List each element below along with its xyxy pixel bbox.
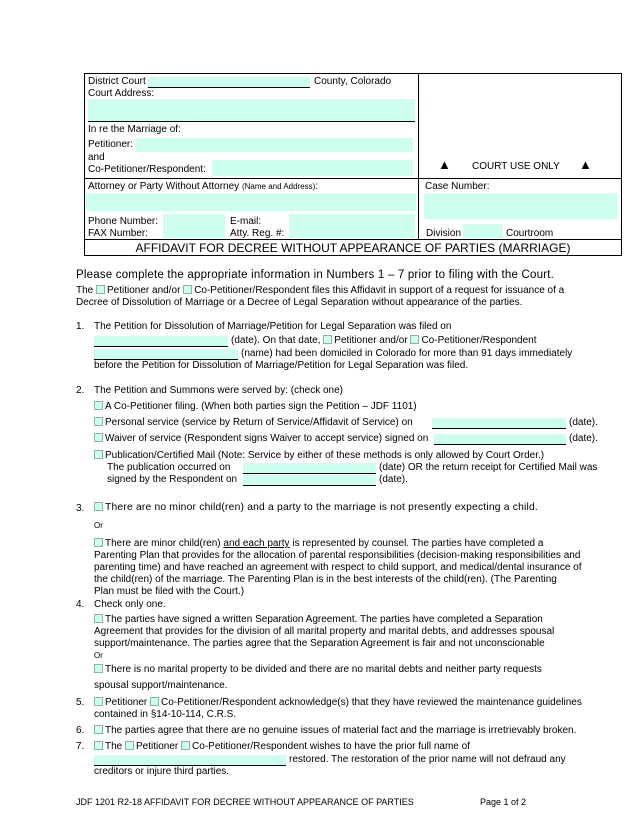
item3-b1a: There are minor child(ren) xyxy=(105,538,221,549)
arrow-up-icon: ▲ xyxy=(438,157,451,172)
item3-b3: parenting time) and have reached an agreement with respect to child support, and medical/dental insurance of xyxy=(94,562,582,573)
item2-option-c-text: Waiver of service (Respondent signs Waiver to accept service) signed on xyxy=(105,433,429,444)
minor-children-checkbox[interactable] xyxy=(94,538,103,547)
footer-page-number: Page 1 of 2 xyxy=(480,797,527,807)
item7-co-petitioner-checkbox[interactable] xyxy=(181,741,190,750)
item-number: 4. xyxy=(76,599,85,610)
intro-petitioner: Petitioner and/or xyxy=(107,285,181,296)
item1-date-text: (date). On that date, xyxy=(231,335,321,346)
item7-restored: restored. The restoration of the prior name will not defraud any xyxy=(289,754,566,765)
publication-or-text: (date) OR the return receipt for Certified Mail was xyxy=(379,462,598,473)
item1-petitioner-text: Petitioner and/or xyxy=(334,335,408,346)
publication-checkbox[interactable] xyxy=(94,450,103,459)
item-number: 1. xyxy=(76,321,85,332)
court-address-field[interactable] xyxy=(88,99,415,121)
item4-a1: The parties have signed a written Separation Agreement. The parties have completed a Separation xyxy=(105,614,543,625)
date-label: (date). xyxy=(379,474,408,485)
waiver-date-field[interactable] xyxy=(434,434,566,445)
item5-co-petitioner-checkbox[interactable] xyxy=(150,697,159,706)
item7-the-checkbox[interactable] xyxy=(94,741,103,750)
item1-co-text: Co-Petitioner/Respondent xyxy=(421,335,537,346)
and-label: and xyxy=(88,152,105,163)
prior-name-field[interactable] xyxy=(94,755,286,766)
attorney-label-colon: : xyxy=(315,181,319,192)
co-petitioner-checkbox[interactable] xyxy=(183,285,192,294)
item5-line1 xyxy=(94,697,582,709)
domicile-name-field[interactable] xyxy=(94,349,238,360)
item5-rest: Co-Petitioner/Respondent acknowledge(s) that they have reviewed the maintenance guidelines xyxy=(161,697,582,708)
item2-option-d xyxy=(94,450,544,462)
item3-option-a-text: There are no minor child(ren) and a party to the marriage is not presently expecting a child. xyxy=(105,502,538,513)
caption-divider-vertical xyxy=(418,73,419,240)
item1-line2 xyxy=(231,335,537,347)
item4-a3: support/maintenance. The parties agree that the Separation Agreement is fair and not unconscionable xyxy=(94,638,545,649)
petitioner-label: Petitioner: xyxy=(88,139,134,150)
item7-line3: creditors or injure third parties. xyxy=(94,766,230,777)
item2-option-b-text: Personal service (service by Return of Service/Affidavit of Service) on xyxy=(105,417,413,428)
petitioner-field[interactable] xyxy=(136,138,413,152)
arrow-up-icon: ▲ xyxy=(579,157,592,172)
attorney-label-text: Attorney or Party Without Attorney xyxy=(88,181,240,192)
item2-option-a xyxy=(94,401,417,413)
petitioner-checkbox[interactable] xyxy=(96,285,105,294)
caption-divider-attorney xyxy=(84,178,622,179)
court-use-only-label: COURT USE ONLY xyxy=(472,161,560,172)
instructions: Please complete the appropriate information in Numbers 1 – 7 prior to filing with the Court. xyxy=(76,269,554,281)
item4-a2: Agreement that provides for the division of all marital property and marital debts, and addresses spousal xyxy=(94,626,555,637)
intro-the: The xyxy=(76,285,94,296)
item-number: 5. xyxy=(76,697,85,708)
attorney-label-small: (Name and Address) xyxy=(241,182,316,191)
item1-petitioner-checkbox[interactable] xyxy=(323,335,332,344)
item4-option-b xyxy=(94,664,542,676)
petition-date-field[interactable] xyxy=(94,336,228,347)
co-petitioner-label: Co-Petitioner/Respondent: xyxy=(88,164,206,175)
item4-b1: There is no marital property to be divided and there are no marital debts and neither party requests xyxy=(105,664,542,675)
district-court-field[interactable] xyxy=(148,77,310,88)
personal-service-date-field[interactable] xyxy=(432,418,566,429)
date-label: (date). xyxy=(569,433,598,444)
waiver-checkbox[interactable] xyxy=(94,433,103,442)
item2-option-b xyxy=(94,417,413,429)
item4-option-a xyxy=(94,614,543,626)
item7-line1 xyxy=(94,741,470,753)
item3-b5: Plan must be filed with the Court.) xyxy=(94,586,245,597)
phone-label: Phone Number: xyxy=(88,216,159,227)
item5-petitioner-checkbox[interactable] xyxy=(94,697,103,706)
or-label: Or xyxy=(94,521,103,530)
item4-b2: spousal support/maintenance. xyxy=(94,680,228,691)
item3-option-a xyxy=(94,502,538,514)
fax-label: FAX Number: xyxy=(88,228,149,239)
item3-option-b-line1 xyxy=(94,538,543,550)
item3-b2: Parenting Plan that provides for the allocation of parental responsibilities (decision-making responsibilities and xyxy=(94,550,581,561)
receipt-signed-label: signed by the Respondent on xyxy=(107,474,238,485)
fax-field[interactable] xyxy=(163,226,225,238)
co-petitioner-filing-checkbox[interactable] xyxy=(94,401,103,410)
item1-line1: The Petition for Dissolution of Marriage/Petition for Legal Separation was filed on xyxy=(94,321,452,332)
court-address-label: Court Address: xyxy=(88,88,155,99)
separation-agreement-checkbox[interactable] xyxy=(94,614,103,623)
or-label: Or xyxy=(94,651,103,660)
case-number-field[interactable] xyxy=(424,193,617,219)
email-field[interactable] xyxy=(289,214,415,238)
division-label: Division xyxy=(426,228,462,239)
item2-option-d-text: Publication/Certified Mail (Note: Service by either of these methods is only allowed by Court Order.) xyxy=(105,450,545,461)
personal-service-checkbox[interactable] xyxy=(94,417,103,426)
item1-line4: before the Petition for Dissolution of Marriage/Petition for Legal Separation was filed. xyxy=(94,360,469,371)
page-title: AFFIDAVIT FOR DECREE WITHOUT APPEARANCE OF PARTIES (MARRIAGE) xyxy=(135,241,571,255)
phone-field[interactable] xyxy=(163,214,225,226)
item2-option-c xyxy=(94,433,428,445)
item3-b4: the child(ren) of the marriage. The Parenting Plan is in the best interests of the child(ren). (The Parenting xyxy=(94,574,557,585)
item4-line1: Check only one. xyxy=(94,599,166,610)
publication-date-field[interactable] xyxy=(243,463,376,474)
no-marital-property-checkbox[interactable] xyxy=(94,664,103,673)
item7-pet: Petitioner xyxy=(136,741,179,752)
intro-line1 xyxy=(76,285,564,297)
item-number: 6. xyxy=(76,725,85,736)
footer-form-id: JDF 1201 R2-18 AFFIDAVIT FOR DECREE WITHOUT APPEARANCE OF PARTIES xyxy=(76,797,414,807)
item5-pet: Petitioner xyxy=(105,697,148,708)
item6-line xyxy=(94,725,576,737)
item7-petitioner-checkbox[interactable] xyxy=(125,741,134,750)
item3-b1b: is represented by counsel. The parties have completed a xyxy=(292,538,544,549)
no-children-checkbox[interactable] xyxy=(94,502,103,511)
date-label: (date). xyxy=(569,417,598,428)
in-re-label: In re the Marriage of: xyxy=(88,124,181,135)
item5-line2: contained in §14-10-114, C.R.S. xyxy=(94,709,237,720)
co-petitioner-field[interactable] xyxy=(212,160,413,176)
item1-line3: (name) had been domiciled in Colorado for more than 91 days immediately xyxy=(241,348,573,359)
email-label: E-mail: xyxy=(230,216,262,227)
intro-rest: Co-Petitioner/Respondent files this Affidavit in support of a request for issuance of a xyxy=(194,285,565,296)
item7-the: The xyxy=(105,741,123,752)
item7-rest: Co-Petitioner/Respondent wishes to have the prior full name of xyxy=(192,741,470,752)
case-number-label: Case Number: xyxy=(425,181,490,192)
receipt-date-field[interactable] xyxy=(243,475,376,486)
no-genuine-issues-checkbox[interactable] xyxy=(94,725,103,734)
court-address-underline xyxy=(88,121,415,122)
item-number: 2. xyxy=(76,385,85,396)
item3-b1u: and each party xyxy=(223,538,290,549)
item2-line1: The Petition and Summons were served by: (check one) xyxy=(94,385,344,396)
item-number: 3. xyxy=(76,503,85,514)
division-field[interactable] xyxy=(463,224,503,238)
attorney-field[interactable] xyxy=(86,193,416,211)
item-number: 7. xyxy=(76,741,85,752)
district-court-label: District Court xyxy=(88,76,146,87)
intro-line2: Decree of Dissolution of Marriage or a Decree of Legal Separation without appearance of the parties. xyxy=(76,297,523,308)
atty-reg-label: Atty. Reg. #: xyxy=(230,228,285,239)
attorney-label xyxy=(88,181,318,193)
item1-co-petitioner-checkbox[interactable] xyxy=(410,335,419,344)
item2-option-a-text: A Co-Petitioner filing. (When both parties sign the Petition – JDF 1101) xyxy=(105,401,417,412)
county-label: County, Colorado xyxy=(314,76,392,87)
item6-text: The parties agree that there are no genuine issues of material fact and the marriage is irretrievably broken. xyxy=(105,725,577,736)
courtroom-label: Courtroom xyxy=(506,228,554,239)
publication-date-label: The publication occurred on xyxy=(107,462,231,473)
